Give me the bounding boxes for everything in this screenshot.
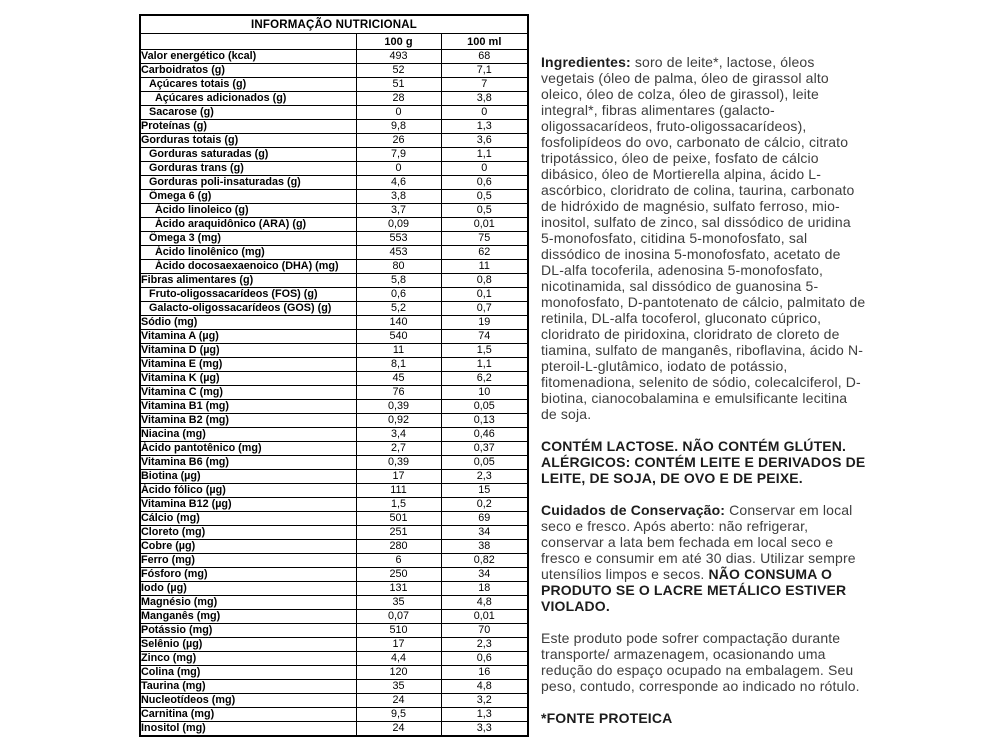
ingredients-heading: Ingredientes:: [541, 54, 631, 70]
table-title: INFORMAÇÃO NUTRICIONAL: [140, 15, 528, 34]
value-per-100g: 52: [356, 64, 441, 78]
value-per-100ml: 11: [441, 260, 528, 274]
nutrient-label: Sacarose (g): [140, 106, 356, 120]
table-row: [140, 148, 528, 162]
table-row: [140, 106, 528, 120]
value-per-100g: 0,92: [356, 414, 441, 428]
table-row: [140, 120, 528, 134]
ingredients-paragraph: [541, 54, 867, 422]
value-per-100g: 35: [356, 680, 441, 694]
table-row: [140, 722, 528, 737]
value-per-100g: 510: [356, 624, 441, 638]
value-per-100ml: 10: [441, 386, 528, 400]
value-per-100g: 45: [356, 372, 441, 386]
table-row: [140, 344, 528, 358]
table-row: [140, 134, 528, 148]
value-per-100ml: 0,82: [441, 554, 528, 568]
nutrient-label: Vitamina B12 (µg): [140, 498, 356, 512]
table-row: [140, 624, 528, 638]
nutrient-label: Magnésio (mg): [140, 596, 356, 610]
nutrient-label: Ácido linolênico (mg): [140, 246, 356, 260]
value-per-100g: 8,1: [356, 358, 441, 372]
storage-text: Conservar em local seco e fresco. Após aberto: não refrigerar, conservar a lata bem fechada em local seco e fresco e consumir em até 30 dias. Utilizar sempre utensílios limpos e secos.: [541, 502, 856, 582]
value-per-100g: 250: [356, 568, 441, 582]
nutrient-label: Vitamina B1 (mg): [140, 400, 356, 414]
value-per-100g: 7,9: [356, 148, 441, 162]
table-title-row: [140, 15, 528, 34]
storage-instructions: [541, 502, 867, 614]
value-per-100ml: 0,01: [441, 218, 528, 232]
column-header-100g: 100 g: [356, 34, 441, 50]
value-per-100g: 51: [356, 78, 441, 92]
nutrient-label: Inositol (mg): [140, 722, 356, 737]
table-row: [140, 610, 528, 624]
table-row: [140, 582, 528, 596]
value-per-100g: 0,39: [356, 400, 441, 414]
column-header-100ml: 100 ml: [441, 34, 528, 50]
nutrition-table-body: [140, 50, 528, 737]
table-row: [140, 358, 528, 372]
table-row: [140, 190, 528, 204]
table-row: [140, 64, 528, 78]
value-per-100ml: 34: [441, 526, 528, 540]
nutrient-label: Ácido docosaexaenoico (DHA) (mg): [140, 260, 356, 274]
value-per-100g: 28: [356, 92, 441, 106]
table-row: [140, 372, 528, 386]
label-text-column: [541, 54, 867, 742]
value-per-100g: 24: [356, 694, 441, 708]
nutrient-label: Fibras alimentares (g): [140, 274, 356, 288]
compaction-notice: Este produto pode sofrer compactação durante transporte/ armazenagem, ocasionando uma redução do espaço ocupado na embalagem. Seu peso, contudo, corresponde ao indicado no rótulo.: [541, 630, 860, 694]
value-per-100g: 0,6: [356, 288, 441, 302]
value-per-100g: 553: [356, 232, 441, 246]
nutrient-label: Valor energético (kcal): [140, 50, 356, 64]
value-per-100ml: 0,5: [441, 190, 528, 204]
table-row: [140, 708, 528, 722]
value-per-100ml: 0,5: [441, 204, 528, 218]
table-row: [140, 568, 528, 582]
table-row: [140, 456, 528, 470]
value-per-100g: 24: [356, 722, 441, 737]
table-row: [140, 596, 528, 610]
value-per-100g: 140: [356, 316, 441, 330]
nutrition-facts-table: [139, 14, 529, 737]
value-per-100g: 120: [356, 666, 441, 680]
value-per-100g: 501: [356, 512, 441, 526]
value-per-100ml: 7,1: [441, 64, 528, 78]
value-per-100ml: 0: [441, 162, 528, 176]
table-row: [140, 218, 528, 232]
value-per-100g: 540: [356, 330, 441, 344]
nutrient-label: Ácido araquidônico (ARA) (g): [140, 218, 356, 232]
value-per-100ml: 19: [441, 316, 528, 330]
nutrient-label: Fruto-oligossacarídeos (FOS) (g): [140, 288, 356, 302]
value-per-100ml: 70: [441, 624, 528, 638]
value-per-100ml: 0,46: [441, 428, 528, 442]
value-per-100ml: 69: [441, 512, 528, 526]
table-row: [140, 204, 528, 218]
value-per-100g: 9,8: [356, 120, 441, 134]
value-per-100g: 17: [356, 638, 441, 652]
nutrient-label: Gorduras totais (g): [140, 134, 356, 148]
nutrient-label: Sódio (mg): [140, 316, 356, 330]
value-per-100g: 3,8: [356, 190, 441, 204]
table-row: [140, 512, 528, 526]
column-header-empty: [140, 34, 356, 50]
table-row: [140, 666, 528, 680]
value-per-100g: 35: [356, 596, 441, 610]
table-row: [140, 652, 528, 666]
value-per-100g: 5,8: [356, 274, 441, 288]
value-per-100g: 2,7: [356, 442, 441, 456]
value-per-100g: 3,7: [356, 204, 441, 218]
value-per-100ml: 0,6: [441, 652, 528, 666]
value-per-100g: 111: [356, 484, 441, 498]
nutrient-label: Iodo (µg): [140, 582, 356, 596]
value-per-100ml: 6,2: [441, 372, 528, 386]
nutrient-label: Cobre (µg): [140, 540, 356, 554]
value-per-100ml: 18: [441, 582, 528, 596]
nutrient-label: Galacto-oligossacarídeos (GOS) (g): [140, 302, 356, 316]
value-per-100g: 17: [356, 470, 441, 484]
table-row: [140, 260, 528, 274]
table-row: [140, 162, 528, 176]
table-row: [140, 554, 528, 568]
table-row: [140, 176, 528, 190]
value-per-100ml: 1,1: [441, 358, 528, 372]
value-per-100g: 0,09: [356, 218, 441, 232]
nutrient-label: Manganês (mg): [140, 610, 356, 624]
value-per-100g: 4,4: [356, 652, 441, 666]
value-per-100ml: 3,2: [441, 694, 528, 708]
value-per-100g: 76: [356, 386, 441, 400]
value-per-100ml: 2,3: [441, 638, 528, 652]
table-row: [140, 526, 528, 540]
allergen-warning: CONTÉM LACTOSE. NÃO CONTÉM GLÚTEN. ALÉRGICOS: CONTÉM LEITE E DERIVADOS DE LEITE, DE SOJA, DE OVO E DE PEIXE.: [541, 438, 866, 486]
nutrient-label: Cálcio (mg): [140, 512, 356, 526]
value-per-100g: 26: [356, 134, 441, 148]
value-per-100g: 3,4: [356, 428, 441, 442]
nutrient-label: Fósforo (mg): [140, 568, 356, 582]
value-per-100ml: 4,8: [441, 596, 528, 610]
value-per-100g: 280: [356, 540, 441, 554]
seal-warning: NÃO CONSUMA O PRODUTO SE O LACRE METÁLICO ESTIVER VIOLADO.: [541, 566, 847, 614]
nutrient-label: Proteínas (g): [140, 120, 356, 134]
value-per-100g: 4,6: [356, 176, 441, 190]
value-per-100ml: 38: [441, 540, 528, 554]
value-per-100g: 1,5: [356, 498, 441, 512]
nutrient-label: Selênio (µg): [140, 638, 356, 652]
value-per-100ml: 34: [441, 568, 528, 582]
nutrient-label: Carnitina (mg): [140, 708, 356, 722]
value-per-100ml: 15: [441, 484, 528, 498]
nutrient-label: Vitamina B2 (mg): [140, 414, 356, 428]
ingredients-text: soro de leite*, lactose, óleos vegetais (óleo de palma, óleo de girassol alto oleico, óleo de colza, óleo de girassol), leite integral*, fibras alimentares (galacto-oligossacarídeos, fruto-oligossacarídeos), fosfolipídeos do ovo, carbonato de cálcio, citrato tripotássico, óleo de peixe, fosfato de cálcio dibásico, óleo de Mortierella alpina, ácido L-ascórbico, cloridrato de colina, taurina, carbonato de hidróxido de magnésio, sulfato ferroso, mio-inositol, sulfato de zinco, sal dissódico de uridina 5-monofosfato, citidina 5-monofosfato, sal dissódico de inosina 5-monofosfato, acetato de DL-alfa tocoferila, adenosina 5-monofosfato, nicotinamida, sal dissódico de guanosina 5-monofosfato, D-pantotenato de cálcio, palmitato de retinila, DL-alfa tocoferol, gluconato cúprico, cloridrato de piridoxina, cloridrato de cloreto de tiamina, sulfato de manganês, riboflavina, ácido N-pteroil-L-glutâmico, iodato de potássio, fitomenadiona, selenito de sódio, colecalciferol, D-biotina, cianocobalamina e emulsificante lecitina de soja.: [541, 54, 866, 422]
nutrient-label: Carboidratos (g): [140, 64, 356, 78]
nutrient-label: Nucleotídeos (mg): [140, 694, 356, 708]
nutrient-label: Vitamina D (µg): [140, 344, 356, 358]
value-per-100ml: 0,7: [441, 302, 528, 316]
nutrient-label: Biotina (µg): [140, 470, 356, 484]
table-row: [140, 302, 528, 316]
nutrient-label: Colina (mg): [140, 666, 356, 680]
value-per-100g: 131: [356, 582, 441, 596]
value-per-100ml: 0,6: [441, 176, 528, 190]
table-row: [140, 50, 528, 64]
value-per-100ml: 62: [441, 246, 528, 260]
table-row: [140, 680, 528, 694]
nutrient-label: Vitamina K (µg): [140, 372, 356, 386]
nutrient-label: Gorduras saturadas (g): [140, 148, 356, 162]
value-per-100g: 0: [356, 162, 441, 176]
table-row: [140, 470, 528, 484]
nutrient-label: Niacina (mg): [140, 428, 356, 442]
value-per-100g: 0,07: [356, 610, 441, 624]
value-per-100ml: 0: [441, 106, 528, 120]
nutrient-label: Taurina (mg): [140, 680, 356, 694]
value-per-100g: 0,39: [356, 456, 441, 470]
value-per-100ml: 0,8: [441, 274, 528, 288]
value-per-100ml: 0,13: [441, 414, 528, 428]
table-row: [140, 400, 528, 414]
nutrient-label: Ômega 3 (mg): [140, 232, 356, 246]
value-per-100g: 251: [356, 526, 441, 540]
nutrient-label: Açúcares adicionados (g): [140, 92, 356, 106]
table-row: [140, 386, 528, 400]
value-per-100g: 9,5: [356, 708, 441, 722]
nutrient-label: Ácido linoleico (g): [140, 204, 356, 218]
value-per-100g: 6: [356, 554, 441, 568]
table-row: [140, 274, 528, 288]
nutrient-label: Potássio (mg): [140, 624, 356, 638]
value-per-100ml: 74: [441, 330, 528, 344]
value-per-100ml: 68: [441, 50, 528, 64]
table-row: [140, 638, 528, 652]
table-row: [140, 694, 528, 708]
table-row: [140, 78, 528, 92]
table-row: [140, 246, 528, 260]
value-per-100ml: 0,2: [441, 498, 528, 512]
nutrient-label: Ferro (mg): [140, 554, 356, 568]
nutrient-label: Gorduras trans (g): [140, 162, 356, 176]
table-row: [140, 498, 528, 512]
value-per-100ml: 0,05: [441, 456, 528, 470]
nutrient-label: Zinco (mg): [140, 652, 356, 666]
table-row: [140, 288, 528, 302]
value-per-100g: 453: [356, 246, 441, 260]
table-row: [140, 540, 528, 554]
protein-source-footnote: *FONTE PROTEICA: [541, 710, 673, 726]
value-per-100ml: 0,01: [441, 610, 528, 624]
nutrient-label: Vitamina A (µg): [140, 330, 356, 344]
value-per-100ml: 1,3: [441, 708, 528, 722]
value-per-100ml: 1,3: [441, 120, 528, 134]
nutrient-label: Açúcares totais (g): [140, 78, 356, 92]
table-row: [140, 316, 528, 330]
nutrient-label: Ácido pantotênico (mg): [140, 442, 356, 456]
value-per-100ml: 75: [441, 232, 528, 246]
value-per-100ml: 3,8: [441, 92, 528, 106]
storage-heading: Cuidados de Conservação:: [541, 502, 726, 518]
value-per-100ml: 2,3: [441, 470, 528, 484]
nutrient-label: Cloreto (mg): [140, 526, 356, 540]
table-row: [140, 428, 528, 442]
value-per-100ml: 1,5: [441, 344, 528, 358]
nutrient-label: Ácido fólico (µg): [140, 484, 356, 498]
value-per-100ml: 1,1: [441, 148, 528, 162]
value-per-100ml: 0,37: [441, 442, 528, 456]
table-row: [140, 330, 528, 344]
value-per-100ml: 3,3: [441, 722, 528, 737]
table-row: [140, 232, 528, 246]
nutrient-label: Vitamina E (mg): [140, 358, 356, 372]
table-row: [140, 92, 528, 106]
nutrient-label: Ômega 6 (g): [140, 190, 356, 204]
table-row: [140, 484, 528, 498]
value-per-100ml: 3,6: [441, 134, 528, 148]
value-per-100g: 0: [356, 106, 441, 120]
value-per-100ml: 0,05: [441, 400, 528, 414]
table-row: [140, 442, 528, 456]
nutrient-label: Vitamina C (mg): [140, 386, 356, 400]
table-row: [140, 414, 528, 428]
value-per-100g: 493: [356, 50, 441, 64]
table-column-header-row: [140, 34, 528, 50]
nutrient-label: Vitamina B6 (mg): [140, 456, 356, 470]
value-per-100g: 80: [356, 260, 441, 274]
value-per-100g: 5,2: [356, 302, 441, 316]
value-per-100ml: 0,1: [441, 288, 528, 302]
value-per-100g: 11: [356, 344, 441, 358]
value-per-100ml: 7: [441, 78, 528, 92]
value-per-100ml: 16: [441, 666, 528, 680]
value-per-100ml: 4,8: [441, 680, 528, 694]
nutrient-label: Gorduras poli-insaturadas (g): [140, 176, 356, 190]
